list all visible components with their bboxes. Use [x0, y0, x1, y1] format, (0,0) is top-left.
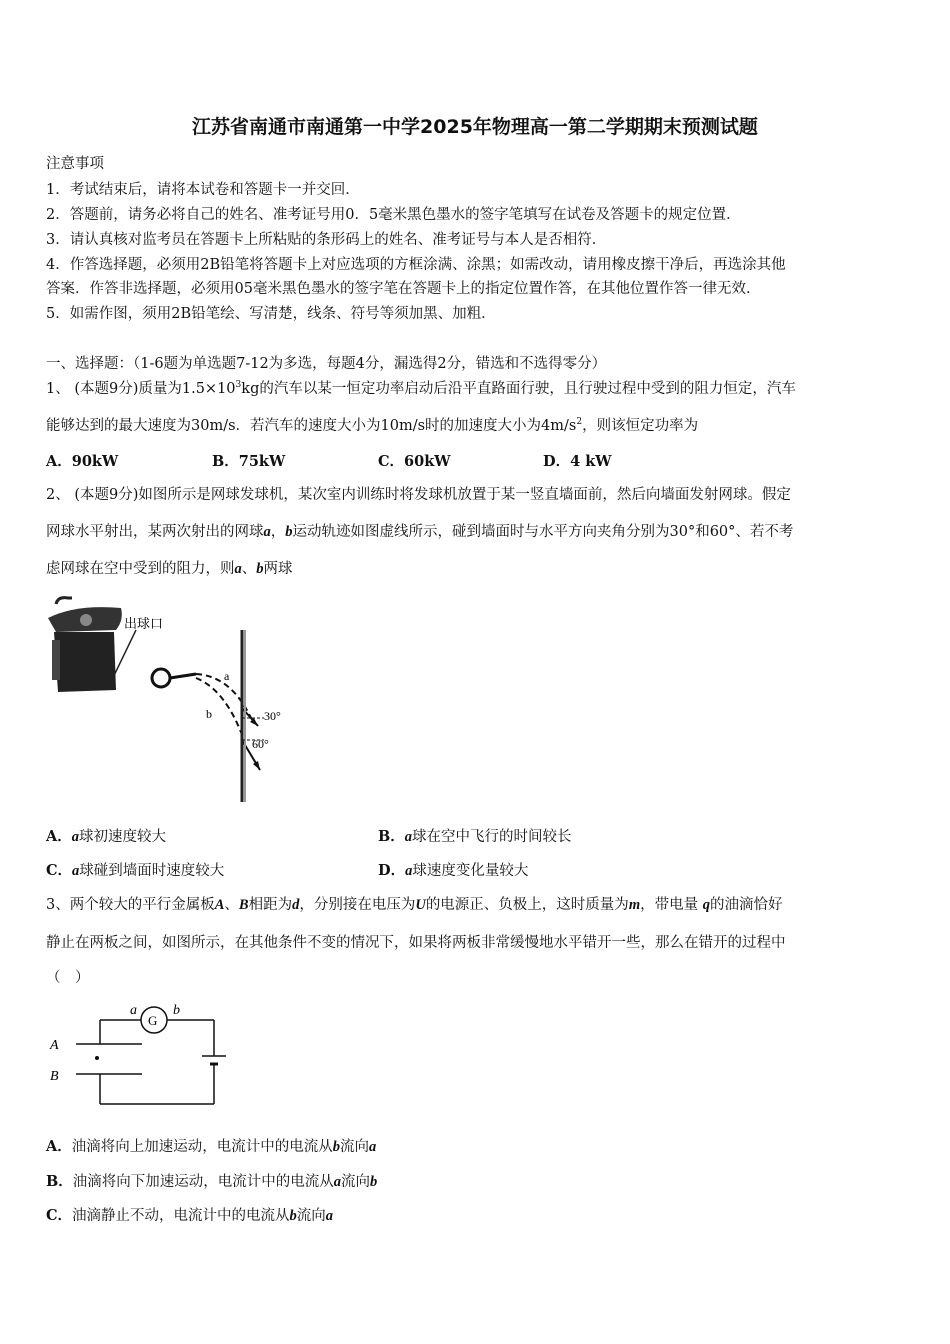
- ball-machine-icon: [48, 598, 122, 692]
- q3-option-a[interactable]: A．油滴将向上加速运动，电流计中的电流从b流向a: [46, 1138, 377, 1155]
- section-heading: 一、选择题：（1-6题为单选题7-12为多选，每题4分，漏选得2分，错选和不选得零分）: [46, 356, 607, 372]
- ball-outlet: [152, 669, 170, 687]
- q2-option-d[interactable]: D．a球速度变化量较大: [378, 862, 529, 879]
- q3-option-b[interactable]: B．油滴将向下加速运动，电流计中的电流从a流向b: [46, 1173, 378, 1190]
- q1-option-c[interactable]: C．60kW: [378, 453, 451, 470]
- angle-60: 60°: [252, 737, 269, 751]
- notice-item: 答案．作答非选择题，必须用05毫米黑色墨水的签字笔在答题卡上的指定位置作答，在其他位置作答一律无效．: [46, 281, 761, 297]
- outlet-label: 出球口: [124, 617, 164, 632]
- circuit-figure: [46, 998, 246, 1110]
- galvanometer-label: G: [148, 1013, 158, 1028]
- notice-item: 4．作答选择题，必须用2B铅笔将答题卡上对应选项的方框涂满、涂黑；如需改动，请用橡皮擦干净后，再选涂其他: [46, 257, 786, 273]
- q2-line2: 网球水平射出，某两次射出的网球a，b运动轨迹如图虚线所示，碰到墙面时与水平方向夹角分别为30°和60°、若不考: [46, 524, 794, 540]
- notice-item: 1．考试结束后，请将本试卷和答题卡一并交回．: [46, 182, 360, 198]
- q1-option-d[interactable]: D．4 kW: [543, 453, 612, 470]
- oil-drop: [95, 1056, 99, 1060]
- label-a: a: [224, 669, 230, 683]
- q1-option-a[interactable]: A．90kW: [46, 453, 119, 470]
- q2-option-a[interactable]: A．a球初速度较大: [46, 828, 167, 845]
- q2-option-c[interactable]: C．a球碰到墙面时速度较大: [46, 862, 225, 879]
- plate-b-label: B: [50, 1069, 59, 1084]
- notice-item: 3．请认真核对监考员在答题卡上所粘贴的条形码上的姓名、准考证号与本人是否相符．: [46, 232, 607, 248]
- label-b: b: [173, 1003, 180, 1018]
- trajectory-b: [196, 678, 244, 740]
- label-a: a: [130, 1003, 137, 1018]
- q3-option-c[interactable]: C．油滴静止不动，电流计中的电流从b流向a: [46, 1207, 334, 1224]
- q2-option-b[interactable]: B．a球在空中飞行的时间较长: [378, 828, 572, 845]
- plate-a-label: A: [50, 1038, 59, 1053]
- q2-line3: 虑网球在空中受到的阻力，则a、b两球: [46, 561, 293, 577]
- q2-line1: 2、 (本题9分)如图所示是网球发球机，某次室内训练时将发球机放置于某一竖直墙面前，然后向墙面发射网球。假定: [46, 487, 791, 503]
- notice-item: 5．如需作图，须用2B铅笔绘、写清楚，线条、符号等须加黑、加粗．: [46, 306, 496, 322]
- q1-option-b[interactable]: B．75kW: [212, 453, 286, 470]
- q1-line2: 能够达到的最大速度为30m/s．若汽车的速度大小为10m/s时的加速度大小为$4m/s^2$，则该恒定功率为: [46, 417, 699, 434]
- q3-line2: 静止在两板之间，如图所示，在其他条件不变的情况下，如果将两板非常缓慢地水平错开一些，那么在错开的过程中: [46, 935, 786, 951]
- tennis-machine-figure: [46, 590, 306, 810]
- q1-line1: 1、 (本题9分)质量为$1.5\times 10^3kg$的汽车以某一恒定功率启动后沿平直路面行驶，且行驶过程中受到的阻力恒定，汽车: [46, 380, 796, 397]
- q3-line1: 3、两个较大的平行金属板A、B相距为d，分别接在电压为U的电源正、负极上，这时质量为m，带电量 q的油滴恰好: [46, 897, 783, 913]
- angle-30: 30°: [264, 709, 281, 723]
- notice-heading: 注意事项: [46, 156, 104, 172]
- label-b: b: [206, 707, 212, 721]
- q3-line3: （ ）: [46, 970, 90, 986]
- page-title: 江苏省南通市南通第一中学2025年物理高一第二学期期末预测试题: [192, 116, 758, 138]
- notice-item: 2．答题前，请务必将自己的姓名、准考证号用0．5毫米黑色墨水的签字笔填写在试卷及答题卡的规定位置．: [46, 207, 741, 223]
